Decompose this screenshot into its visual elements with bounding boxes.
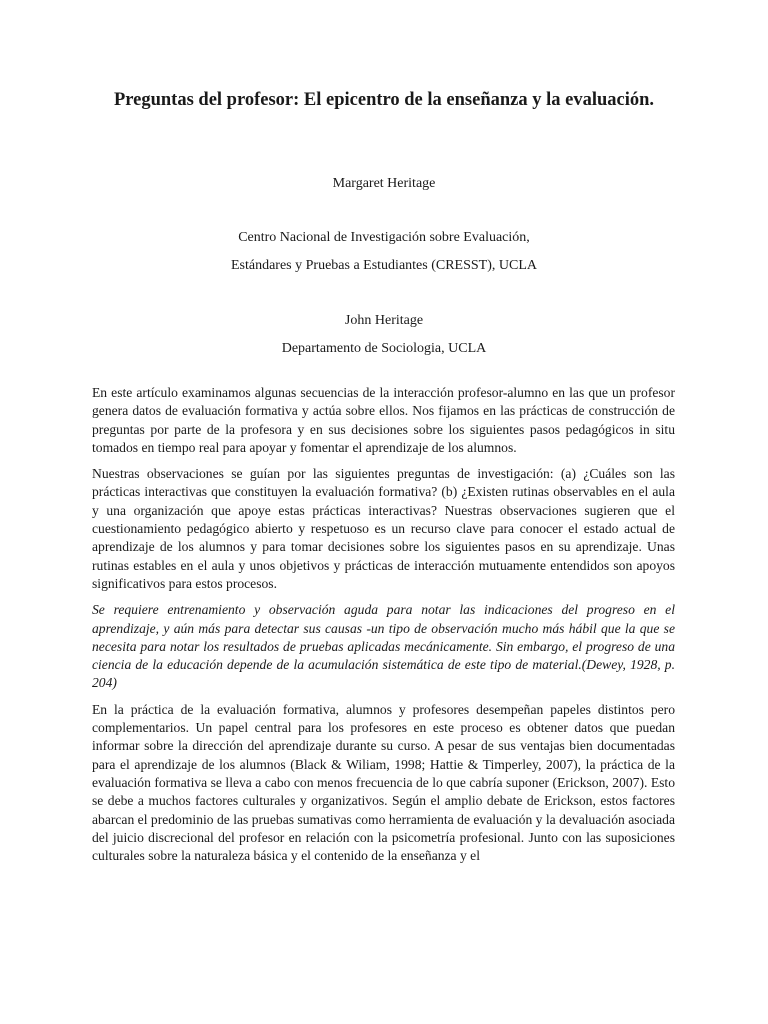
affiliation-2: Departamento de Sociologia, UCLA	[281, 341, 487, 356]
affiliation-1-line-1: Centro Nacional de Investigación sobre Evaluación,	[238, 230, 530, 245]
document-title: Preguntas del profesor: El epicentro de la enseñanza y la evaluación.	[113, 90, 655, 110]
author-name-1: Margaret Heritage	[332, 176, 436, 191]
affiliation-1-line-2: Estándares y Pruebas a Estudiantes (CRESST), UCLA	[230, 258, 537, 273]
dewey-quote: Se requiere entrenamiento y observación aguda para notar las indicaciones del progreso en el aprendizaje, y aún más para detectar sus causas -un tipo de observación mucho más hábil que la que se necesita para notar los resultados de pruebas aplicadas mecánicamente. Sin embargo, el progreso de una ciencia de la educación depende de la acumulación sistemática de este tipo de material.(Dewey, 1928, p. 204)	[92, 602, 675, 691]
abstract-paragraph: En este artículo examinamos algunas secuencias de la interacción profesor-alumno en las que un profesor genera datos de evaluación formativa y actúa sobre ellos. Nos fijamos en las prácticas de construcción de preguntas por parte de la profesora y en sus decisiones sobre los siguientes pasos pedagógicos in situ tomados en tiempo real para apoyar y fomentar el aprendizaje de los alumnos.	[92, 385, 675, 455]
document-body	[92, 384, 675, 873]
author-name-2: John Heritage	[344, 313, 424, 328]
research-questions-paragraph: Nuestras observaciones se guían por las siguientes preguntas de investigación: (a) ¿Cuáles son las prácticas interactivas que constituyen la evaluación formativa? (b) ¿Existen rutinas observables en el aula y una organización que apoye estas prácticas interactivas? Nuestras observaciones sugieren que el cuestionamiento pedagógico abierto y respetuoso es un recurso clave para conocer el estado actual de aprendizaje de los alumnos y para tomar decisiones sobre los siguientes pasos en su aprendizaje. Unas rutinas estables en el aula y unos objetivos y prácticas de interacción mutuamente entendidos son apoyos significativos para estos procesos.	[92, 466, 675, 591]
body-paragraph: En la práctica de la evaluación formativa, alumnos y profesores desempeñan papeles distintos pero complementarios. Un papel central para los profesores en este proceso es obtener datos que puedan informar sobre la dirección del aprendizaje durante su curso. A pesar de sus ventajas bien documentadas para el aprendizaje de los alumnos (Black & Wiliam, 1998; Hattie & Timperley, 2007), la práctica de la evaluación formativa se lleva a cabo con menos frecuencia de lo que cabría suponer (Erickson, 2007). Esto se debe a muchos factores culturales y organizativos. Según el amplio debate de Erickson, estos factores abarcan el predominio de las pruebas sumativas como herramienta de evaluación y la devaluación asociada del juicio discrecional del profesor en relación con la psicometría profesional. Junto con las suposiciones culturales sobre la naturaleza básica y el contenido de la enseñanza y el	[92, 701, 675, 864]
